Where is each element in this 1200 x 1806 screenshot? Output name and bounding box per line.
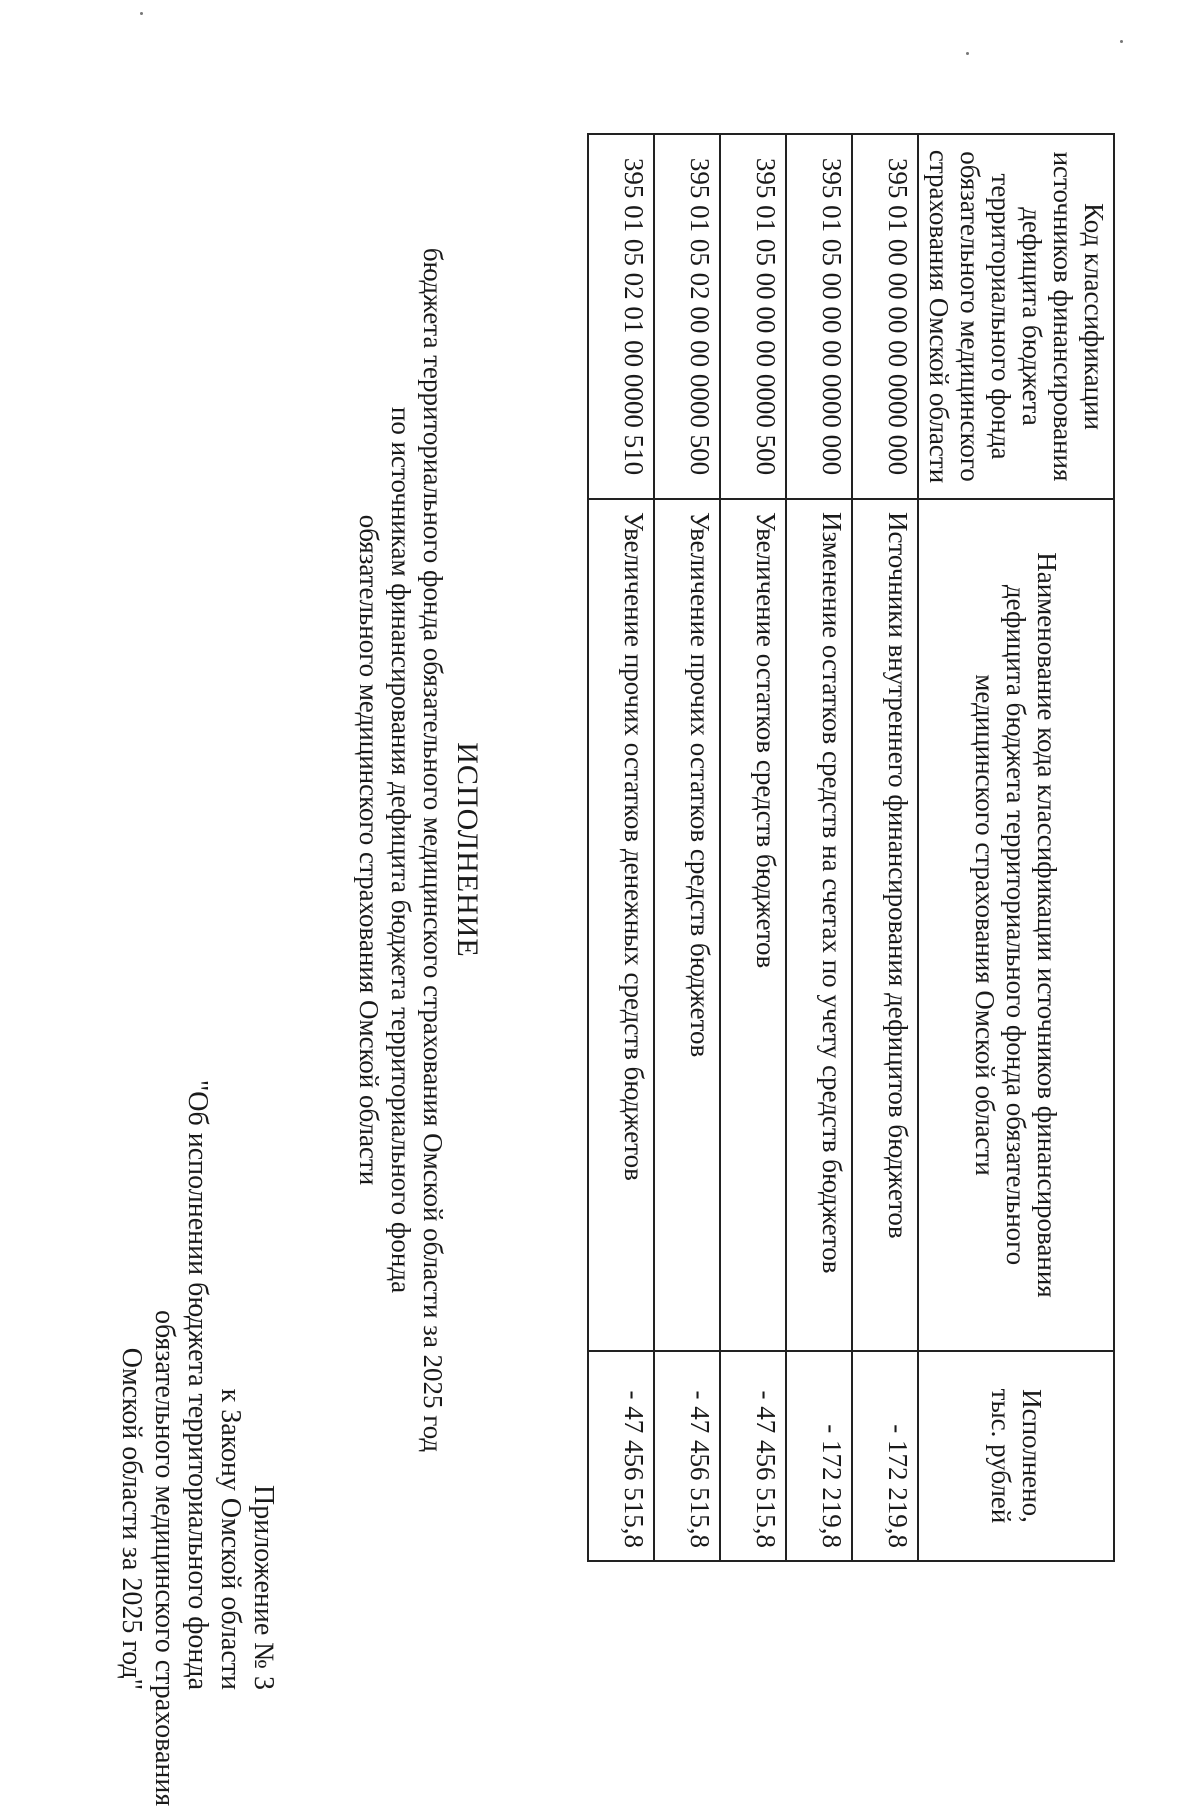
appendix-law-title-line-2: обязательного медицинского страхования	[149, 1310, 180, 1806]
table-header-row	[918, 134, 1114, 1561]
cell-name: Изменение остатков средств на счетах по учету средств бюджетов	[786, 499, 852, 1351]
cell-name: Увеличение остатков средств бюджетов	[720, 499, 786, 1351]
column-header-code: Код классификации источников финансирования дефицита бюджета территориального фонда обязательного медицинского страхования Омской области	[918, 134, 1114, 499]
cell-amount: - 47 456 515,8	[720, 1351, 786, 1561]
document-title: ИСПОЛНЕНИЕ	[451, 742, 484, 958]
appendix-number: Приложение № 3	[248, 1485, 279, 1690]
cell-code: 395 01 00 00 00 00 0000 000	[852, 134, 918, 499]
scan-speck	[140, 12, 143, 15]
cell-code: 395 01 05 00 00 00 0000 500	[720, 134, 786, 499]
scan-speck	[966, 52, 969, 55]
cell-amount: - 47 456 515,8	[654, 1351, 720, 1561]
appendix-law-title-line-3: Омской области за 2025 год"	[116, 1347, 147, 1690]
document-subtitle-line-3: обязательного медицинского страхования Омской области	[354, 514, 384, 1186]
cell-code: 395 01 05 00 00 00 0000 000	[786, 134, 852, 499]
column-header-name: Наименование кода классификации источников финансирования дефицита бюджета территориального фонда обязательного медицинского страхования Омской области	[918, 499, 1114, 1351]
cell-amount: - 172 219,8	[786, 1351, 852, 1561]
appendix-header	[115, 1079, 280, 1806]
cell-amount: - 47 456 515,8	[588, 1351, 654, 1561]
cell-code: 395 01 05 02 01 00 0000 510	[588, 134, 654, 499]
cell-name: Увеличение прочих остатков средств бюджетов	[654, 499, 720, 1351]
table-row	[720, 134, 786, 1561]
appendix-law-title-line-1: "Об исполнении бюджета территориального фонда	[182, 1079, 213, 1690]
document-title-block	[353, 200, 485, 1500]
scan-speck	[1120, 40, 1123, 43]
document-subtitle-line-2: по источникам финансирования дефицита бюджета территориального фонда	[386, 406, 416, 1294]
sources-table	[587, 133, 1115, 1562]
cell-name: Увеличение прочих остатков денежных средств бюджетов	[588, 499, 654, 1351]
table-row	[852, 134, 918, 1561]
table-row	[654, 134, 720, 1561]
cell-code: 395 01 05 02 00 00 0000 500	[654, 134, 720, 499]
column-header-amount: Исполнено, тыс. рублей	[918, 1351, 1114, 1561]
appendix-law-reference: к Закону Омской области	[215, 1388, 246, 1690]
table-row	[786, 134, 852, 1561]
document-subtitle-line-1: бюджета территориального фонда обязательного медицинского страхования Омской области за 2025 год	[418, 247, 448, 1453]
cell-name: Источники внутреннего финансирования дефицитов бюджетов	[852, 499, 918, 1351]
table-row	[588, 134, 654, 1561]
cell-amount: - 172 219,8	[852, 1351, 918, 1561]
